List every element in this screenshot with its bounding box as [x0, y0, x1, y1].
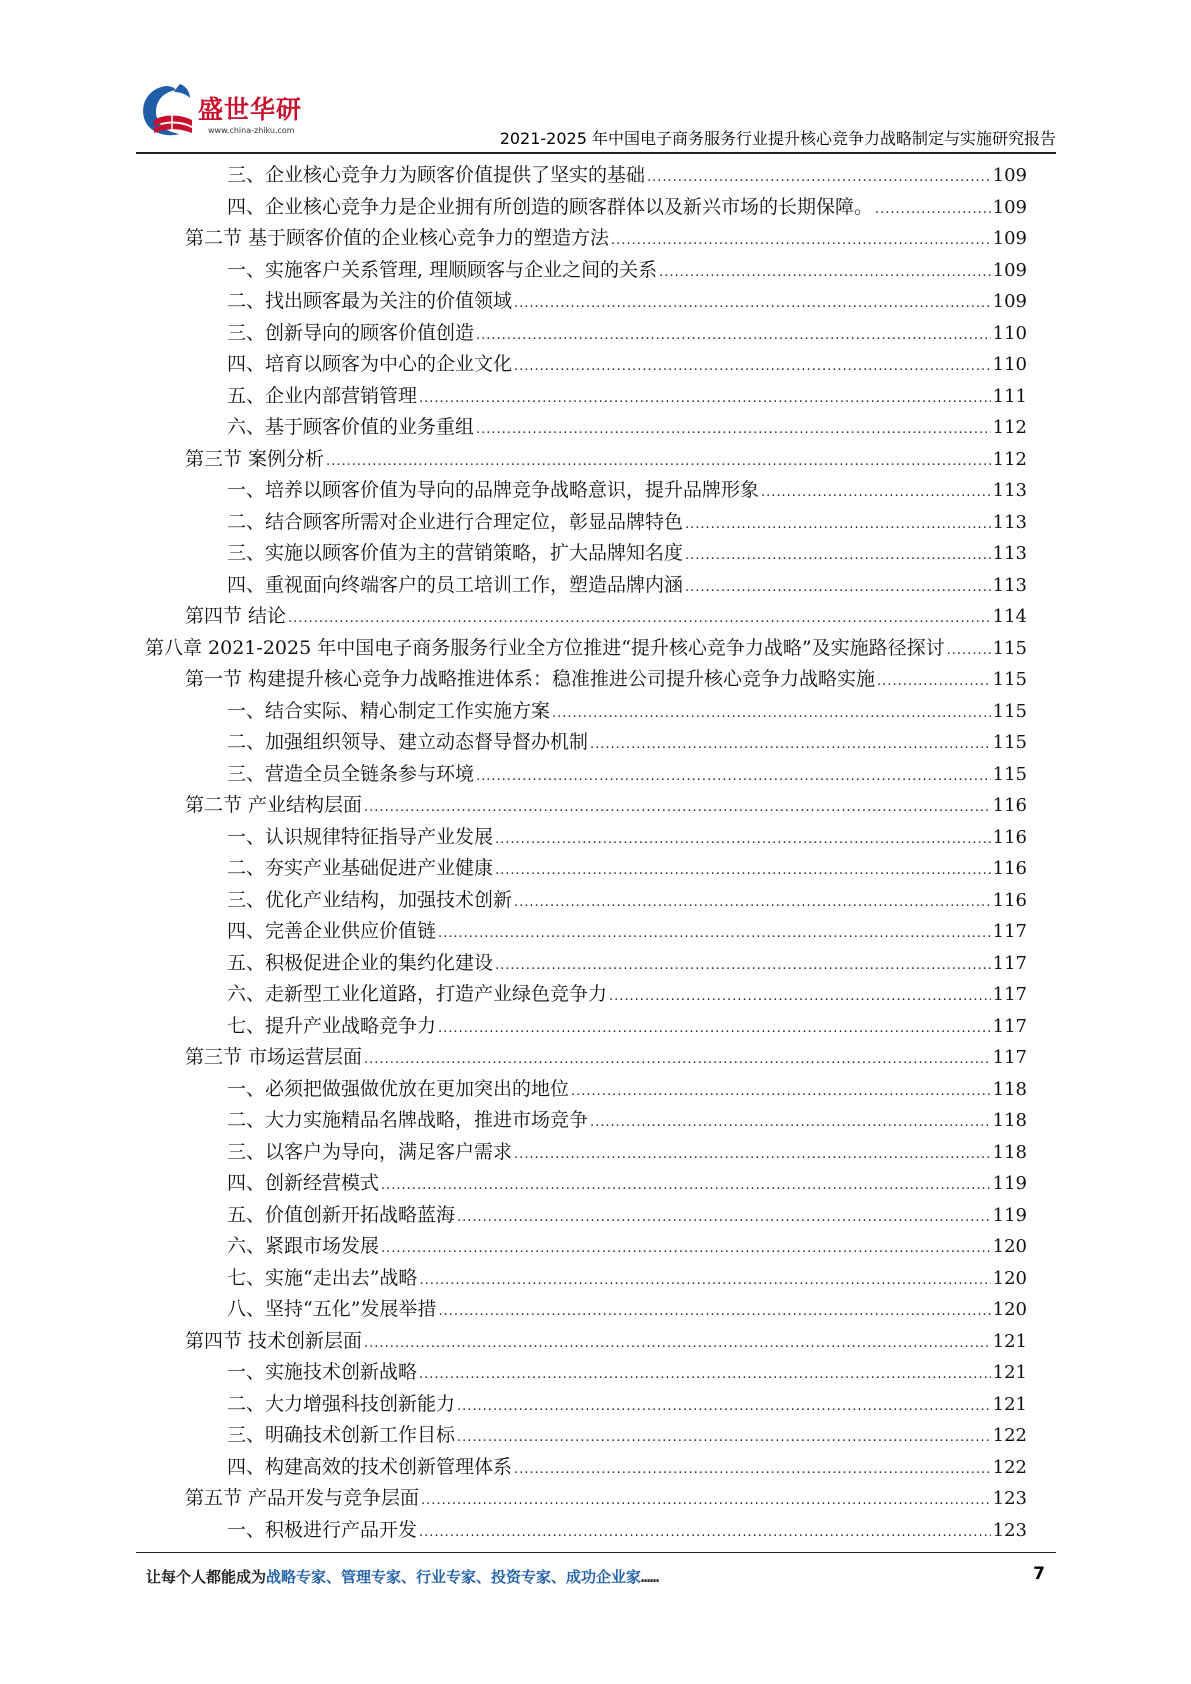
toc-dot-leader — [438, 1013, 991, 1043]
toc-entry-title: 一、积极进行产品开发 — [227, 1518, 418, 1541]
toc-entry-title: 第二节 产业结构层面 — [185, 794, 363, 816]
toc-entry-page: 109 — [992, 291, 1027, 312]
toc-dot-leader — [326, 446, 991, 476]
toc-dot-leader — [438, 918, 991, 948]
logo — [136, 80, 326, 144]
toc-entry-title: 二、大力实施精品名牌战略，推进市场竞争 — [227, 1109, 589, 1131]
toc-dot-leader — [590, 1107, 991, 1137]
toc-entry-page: 118 — [992, 1141, 1027, 1163]
toc-dot-leader — [552, 698, 991, 728]
toc-entry[interactable] — [145, 1105, 1027, 1137]
toc-dot-leader — [476, 320, 991, 350]
toc-entry-title: 三、营造全员全链条参与环境 — [227, 762, 475, 785]
toc-entry-page: 119 — [992, 1204, 1027, 1226]
toc-entry-title: 二、夯实产业基础促进产业健康 — [227, 857, 494, 879]
toc-entry-page: 115 — [992, 763, 1027, 785]
toc-dot-leader — [457, 1422, 991, 1452]
toc-entry-title: 四、企业核心竞争力是企业拥有所创造的顾客群体以及新兴市场的长期保障。 — [227, 195, 874, 218]
toc-entry-title: 二、结合顾客所需对企业进行合理定位，彰显品牌特色 — [227, 510, 684, 533]
page-header — [136, 76, 1056, 152]
toc-entry[interactable] — [145, 948, 1027, 980]
toc-dot-leader — [877, 666, 991, 696]
toc-entry-title: 二、找出顾客最为关注的价值领域 — [227, 290, 513, 312]
table-of-contents — [145, 160, 1027, 1546]
toc-entry[interactable] — [145, 444, 1027, 476]
toc-entry[interactable] — [145, 349, 1027, 381]
toc-entry[interactable] — [145, 1011, 1027, 1043]
toc-entry[interactable] — [145, 885, 1027, 917]
toc-dot-leader — [364, 1328, 991, 1358]
toc-entry-page: 118 — [992, 1078, 1027, 1100]
toc-entry-page: 111 — [992, 385, 1027, 407]
toc-dot-leader — [419, 383, 991, 413]
toc-dot-leader — [514, 887, 991, 917]
toc-dot-leader — [419, 1265, 990, 1295]
toc-entry-title: 三、明确技术创新工作目标 — [227, 1424, 456, 1446]
toc-entry-page: 115 — [992, 700, 1027, 722]
toc-dot-leader — [590, 729, 991, 759]
toc-entry-title: 一、培养以顾客价值为导向的品牌竞争战略意识，提升品牌形象 — [227, 479, 760, 501]
toc-entry-page: 121 — [992, 1393, 1027, 1415]
toc-entry[interactable] — [145, 538, 1027, 570]
toc-entry[interactable] — [145, 1420, 1027, 1452]
toc-entry-title: 第八章 2021-2025 年中国电子商务服务行业全方位推进“提升核心竞争力战略”及实施路径探讨 — [145, 636, 945, 659]
toc-entry-page: 114 — [992, 606, 1027, 627]
toc-entry[interactable] — [145, 1137, 1027, 1169]
toc-dot-leader — [659, 257, 991, 287]
toc-entry-page: 117 — [992, 984, 1027, 1005]
toc-entry[interactable] — [145, 1042, 1027, 1074]
toc-entry-page: 123 — [992, 1488, 1027, 1509]
toc-entry[interactable] — [145, 1263, 1027, 1295]
toc-entry-page: 115 — [992, 732, 1027, 753]
toc-dot-leader — [364, 1044, 991, 1074]
footer-suffix: …… — [641, 1568, 660, 1586]
toc-entry-title: 三、企业核心竞争力为顾客价值提供了坚实的基础 — [227, 164, 646, 186]
toc-entry[interactable] — [145, 412, 1027, 444]
report-title: 2021-2025 年中国电子商务服务行业提升核心竞争力战略制定与实施研究报告 — [499, 129, 1056, 148]
toc-dot-leader — [685, 572, 991, 602]
toc-dot-leader — [609, 981, 991, 1011]
toc-entry-page: 110 — [992, 322, 1027, 344]
toc-entry-page: 112 — [992, 417, 1027, 438]
toc-entry[interactable] — [145, 1294, 1027, 1326]
toc-entry[interactable] — [145, 1326, 1027, 1358]
toc-entry-title: 三、实施以顾客价值为主的营销策略，扩大品牌知名度 — [227, 542, 684, 564]
toc-entry[interactable] — [145, 318, 1027, 350]
toc-entry[interactable] — [145, 727, 1027, 759]
toc-entry-page: 117 — [992, 1047, 1027, 1068]
toc-entry-title: 五、企业内部营销管理 — [227, 384, 418, 407]
toc-entry[interactable] — [145, 160, 1027, 192]
toc-entry[interactable] — [145, 570, 1027, 602]
toc-entry-page: 110 — [992, 354, 1027, 375]
toc-entry-title: 五、价值创新开拓战略蓝海 — [227, 1203, 456, 1226]
toc-entry-title: 四、完善企业供应价值链 — [227, 920, 437, 942]
toc-entry-page: 117 — [992, 921, 1027, 942]
toc-dot-leader — [647, 162, 991, 192]
page-number: 7 — [1033, 1564, 1045, 1584]
header-divider — [136, 152, 1056, 154]
toc-entry-title: 六、走新型工业化道路，打造产业绿色竞争力 — [227, 983, 608, 1005]
logo-mark-icon — [136, 80, 206, 144]
toc-entry-title: 二、加强组织领导、建立动态督导督办机制 — [227, 731, 589, 753]
toc-entry[interactable] — [145, 759, 1027, 791]
toc-dot-leader — [419, 1359, 991, 1389]
toc-dot-leader — [947, 635, 991, 665]
toc-entry-page: 118 — [992, 1110, 1027, 1131]
toc-entry[interactable] — [145, 633, 1027, 665]
toc-entry-title: 七、实施“走出去”战略 — [227, 1266, 418, 1289]
toc-entry[interactable] — [145, 822, 1027, 854]
toc-entry-page: 120 — [992, 1267, 1027, 1289]
footer-divider — [136, 1552, 1056, 1553]
toc-dot-leader — [761, 477, 991, 507]
toc-entry[interactable] — [145, 664, 1027, 696]
toc-entry-page: 121 — [992, 1362, 1027, 1383]
toc-entry[interactable] — [145, 601, 1027, 633]
toc-dot-leader — [514, 288, 991, 318]
toc-dot-leader — [495, 824, 991, 854]
toc-entry[interactable] — [145, 790, 1027, 822]
toc-entry-page: 115 — [992, 669, 1027, 690]
toc-entry[interactable] — [145, 696, 1027, 728]
toc-entry-page: 116 — [992, 889, 1027, 911]
toc-entry[interactable] — [145, 192, 1027, 224]
footer-prefix: 让每个人都能成为 — [146, 1568, 267, 1586]
toc-entry-page: 122 — [992, 1456, 1027, 1478]
toc-entry[interactable] — [145, 1515, 1027, 1547]
toc-entry-title: 第三节 案例分析 — [185, 447, 325, 470]
toc-entry-title: 第二节 基于顾客价值的企业核心竞争力的塑造方法 — [185, 227, 610, 249]
toc-entry-title: 七、提升产业战略竞争力 — [227, 1014, 437, 1037]
toc-dot-leader — [514, 351, 991, 381]
footer-highlight: 战略专家、管理专家、行业专家、投资专家、成功企业家 — [266, 1568, 642, 1586]
toc-dot-leader — [495, 855, 991, 885]
toc-dot-leader — [875, 194, 991, 224]
toc-dot-leader — [571, 1076, 991, 1106]
toc-entry-page: 113 — [992, 511, 1027, 533]
toc-entry-page: 113 — [992, 574, 1027, 596]
toc-entry-page: 117 — [992, 952, 1027, 974]
toc-entry[interactable] — [145, 1452, 1027, 1484]
toc-entry-title: 二、大力增强科技创新能力 — [227, 1392, 456, 1415]
toc-entry-title: 三、以客户为导向，满足客户需求 — [227, 1140, 513, 1163]
toc-dot-leader — [457, 1202, 991, 1232]
toc-dot-leader — [495, 950, 991, 980]
toc-entry-title: 四、重视面向终端客户的员工培训工作，塑造品牌内涵 — [227, 573, 684, 596]
toc-entry-title: 八、坚持“五化”发展举措 — [227, 1298, 437, 1320]
toc-entry[interactable] — [145, 1357, 1027, 1389]
toc-entry-title: 四、培育以顾客为中心的企业文化 — [227, 353, 513, 375]
toc-dot-leader — [514, 1454, 991, 1484]
toc-entry[interactable] — [145, 1074, 1027, 1106]
logo-text: 盛世华研 — [198, 95, 303, 124]
toc-dot-leader — [476, 761, 991, 791]
footer-slogan — [146, 1566, 659, 1587]
toc-entry-page: 109 — [992, 259, 1027, 281]
toc-entry-page: 120 — [992, 1299, 1027, 1320]
toc-dot-leader — [288, 603, 991, 633]
toc-entry-page: 119 — [992, 1173, 1027, 1194]
toc-entry-title: 第四节 结论 — [185, 605, 287, 627]
toc-entry-title: 六、基于顾客价值的业务重组 — [227, 416, 475, 438]
toc-entry-title: 四、创新经营模式 — [227, 1172, 380, 1194]
logo-url: www.china-zhiku.com — [208, 126, 295, 135]
toc-entry-title: 一、实施客户关系管理, 理顺顾客与企业之间的关系 — [227, 258, 658, 281]
toc-entry-title: 五、积极促进企业的集约化建设 — [227, 951, 494, 974]
toc-entry[interactable] — [145, 223, 1027, 255]
toc-entry[interactable] — [145, 979, 1027, 1011]
toc-entry-title: 第四节 技术创新层面 — [185, 1329, 363, 1352]
toc-entry-page: 115 — [992, 637, 1027, 659]
toc-dot-leader — [476, 414, 991, 444]
toc-entry-title: 三、创新导向的顾客价值创造 — [227, 321, 475, 344]
toc-dot-leader — [685, 509, 991, 539]
toc-entry-title: 一、认识规律特征指导产业发展 — [227, 825, 494, 848]
toc-entry-page: 123 — [992, 1519, 1027, 1541]
toc-entry-title: 六、紧跟市场发展 — [227, 1235, 380, 1257]
toc-entry[interactable] — [145, 475, 1027, 507]
toc-entry[interactable] — [145, 255, 1027, 287]
toc-dot-leader — [364, 792, 991, 822]
toc-entry[interactable] — [145, 381, 1027, 413]
toc-entry-title: 一、结合实际、精心制定工作实施方案 — [227, 699, 551, 722]
toc-entry-page: 113 — [992, 543, 1027, 564]
toc-dot-leader — [421, 1485, 991, 1515]
toc-entry-page: 121 — [992, 1330, 1027, 1352]
toc-dot-leader — [514, 1139, 991, 1169]
toc-dot-leader — [611, 225, 991, 255]
toc-dot-leader — [685, 540, 991, 570]
toc-entry-page: 109 — [992, 196, 1027, 218]
toc-entry-page: 116 — [992, 858, 1027, 879]
toc-entry[interactable] — [145, 1389, 1027, 1421]
toc-entry-page: 120 — [992, 1236, 1027, 1257]
toc-dot-leader — [419, 1517, 991, 1547]
toc-entry-title: 第五节 产品开发与竞争层面 — [185, 1487, 420, 1509]
toc-entry-page: 116 — [992, 826, 1027, 848]
toc-dot-leader — [381, 1233, 991, 1263]
toc-entry-title: 四、构建高效的技术创新管理体系 — [227, 1455, 513, 1478]
toc-entry-title: 第三节 市场运营层面 — [185, 1046, 363, 1068]
toc-entry-page: 112 — [992, 448, 1027, 470]
toc-entry-page: 117 — [992, 1015, 1027, 1037]
toc-entry[interactable] — [145, 1200, 1027, 1232]
toc-entry[interactable] — [145, 1168, 1027, 1200]
toc-dot-leader — [381, 1170, 991, 1200]
toc-entry[interactable] — [145, 916, 1027, 948]
toc-entry-title: 一、实施技术创新战略 — [227, 1361, 418, 1383]
toc-entry[interactable] — [145, 1231, 1027, 1263]
toc-entry[interactable] — [145, 507, 1027, 539]
toc-entry-page: 116 — [992, 795, 1027, 816]
toc-dot-leader — [457, 1391, 991, 1421]
toc-entry[interactable] — [145, 286, 1027, 318]
toc-entry[interactable] — [145, 1483, 1027, 1515]
toc-entry-page: 113 — [992, 480, 1027, 501]
toc-entry-title: 一、必须把做强做优放在更加突出的地位 — [227, 1077, 570, 1100]
toc-entry-title: 三、优化产业结构，加强技术创新 — [227, 888, 513, 911]
toc-entry-title: 第一节 构建提升核心竞争力战略推进体系：稳准推进公司提升核心竞争力战略实施 — [185, 668, 876, 690]
toc-entry-page: 109 — [992, 165, 1027, 186]
toc-dot-leader — [438, 1296, 990, 1326]
toc-entry-page: 109 — [992, 228, 1027, 249]
toc-entry[interactable] — [145, 853, 1027, 885]
toc-entry-page: 122 — [992, 1425, 1027, 1446]
